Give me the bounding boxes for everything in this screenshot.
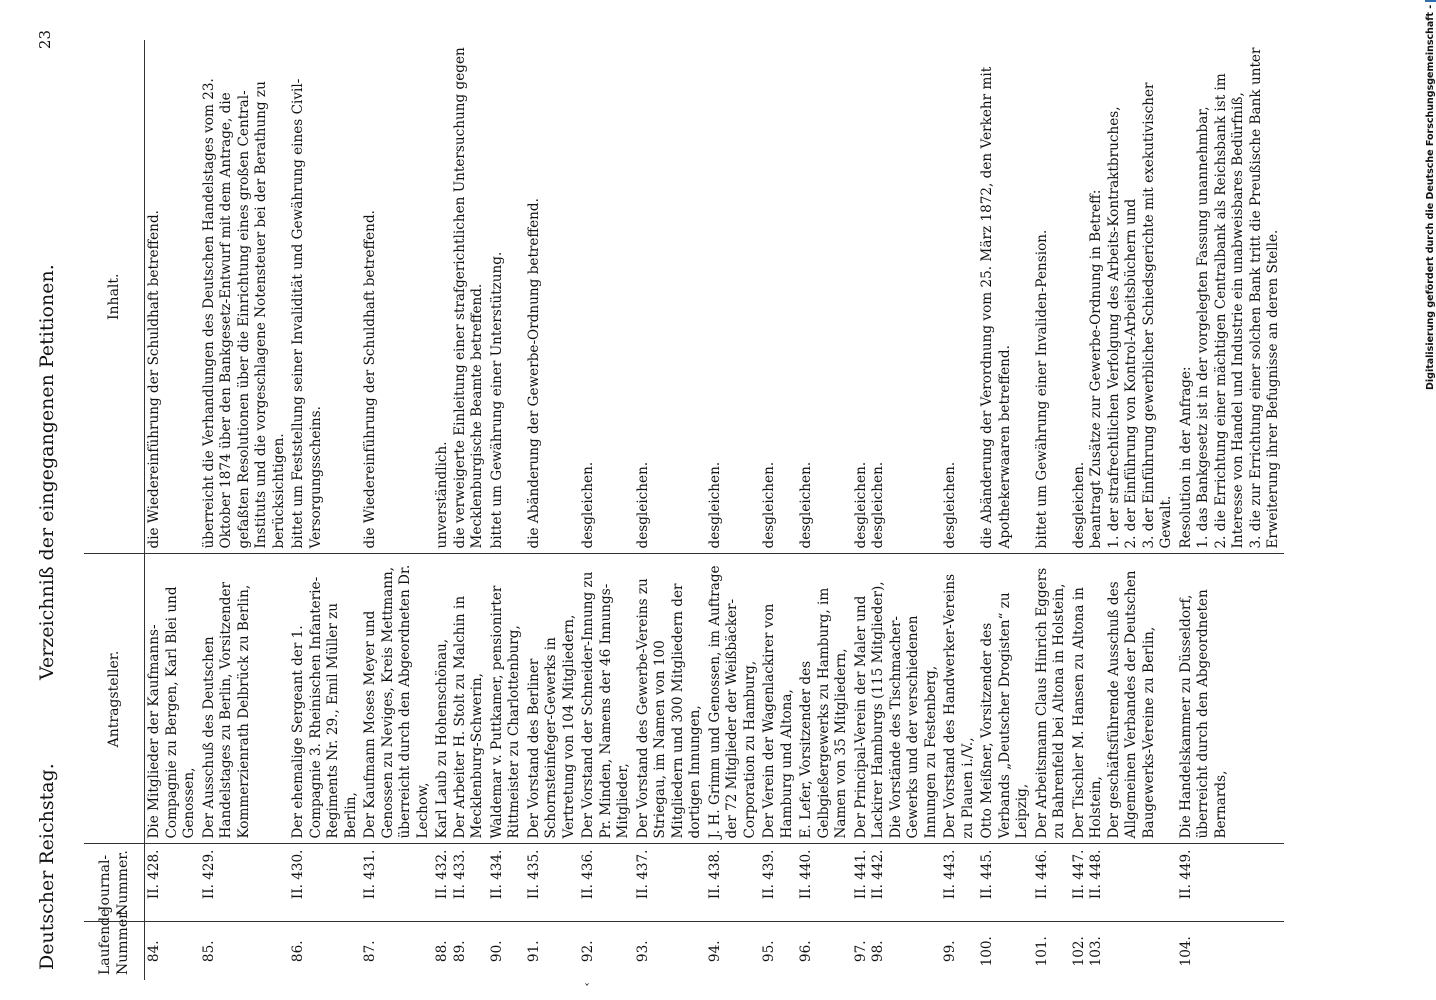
table-row xyxy=(1070,40,1177,980)
row-journal-nummer: II. 440. xyxy=(797,844,852,922)
table-row xyxy=(941,40,978,980)
table-row xyxy=(1177,40,1284,980)
row-journal-nummer: II. 438. xyxy=(706,844,761,922)
table-row xyxy=(634,40,706,980)
header-left: Deutscher Reichstag. xyxy=(36,763,58,970)
row-antragsteller: E. Lefer, Vorsitzender des Gelbgießergewerks zu Hamburg, im Namen von 35 Mitgliedern, xyxy=(797,554,852,844)
row-journal-nummer: II. 443. xyxy=(941,844,978,922)
row-laufende-nummer: 93. xyxy=(634,940,651,963)
header-title: Verzeichniß der eingegangenen Petitionen. xyxy=(36,264,58,680)
row-journal-nummer: II. 447. II. 448. xyxy=(1070,844,1177,922)
table-row xyxy=(525,40,580,980)
row-inhalt: die Abänderung der Verordnung vom 25. März 1872, den Verkehr mit Apothekerwaaren betreffend. xyxy=(978,40,1033,554)
digitization-footer xyxy=(1425,0,1436,390)
row-antragsteller: Der Tischler M. Hansen zu Altona in Holstein, Der geschäftsführende Ausschuß des Allgemeinen Verbandes der Deutschen Baugewerks-Vereine zu Berlin, xyxy=(1070,554,1177,844)
row-inhalt: bittet um Gewährung einer Invaliden-Pension. xyxy=(1033,40,1070,554)
table-body xyxy=(145,40,1284,980)
footer-text: Digitalisierung gefördert durch die Deutsche Forschungsgemeinschaft - xyxy=(1425,4,1436,390)
col-header-inhalt: Inhalt. xyxy=(84,40,145,554)
table-row xyxy=(289,40,361,980)
row-antragsteller: Der Arbeitsmann Claus Hinrich Eggers zu Bahrenfeld bei Altona in Holstein, xyxy=(1033,554,1070,844)
row-journal-nummer: II. 435. xyxy=(525,844,580,922)
row-laufende-nummer: 84. xyxy=(146,940,162,963)
row-journal-nummer: II. 432. II. 433. xyxy=(433,844,488,922)
table-row xyxy=(797,40,852,980)
row-inhalt: Resolution in der Anfrage: 1. das Bankgesetz ist in der vorgelegten Fassung unannehmbar, 2. die Errichtung einer mächtigen Centralbank als Reichsbank ist im Interesse von Handel und Industrie ein unabweisbares Bedürfniß, 3. die zur Errichtung einer solchen Bank tritt die Preußische Bank unter Erweiterung ihrer Befugnisse an deren Stelle. xyxy=(1177,40,1284,554)
row-inhalt: überreicht die Verhandlungen des Deutschen Handelstages vom 23. Oktober 1874 über den Bankgesetz-Entwurf mit dem Antrage, die gefaßten Resolutionen über die Einrichtung eines großen Central-Instituts und die vorgeschlagene Notensteuer bei der Berathung zu berücksichtigen. xyxy=(200,40,290,554)
row-inhalt: desgleichen. desgleichen. xyxy=(852,40,942,554)
row-laufende-nummer: 87. xyxy=(362,940,378,963)
page-number: 23 xyxy=(36,30,54,50)
table-row xyxy=(760,40,797,980)
table-row xyxy=(579,40,634,980)
row-inhalt: desgleichen. xyxy=(797,40,852,554)
row-journal-nummer: II. 430. xyxy=(289,844,361,922)
stray-mark: ˇ xyxy=(584,982,590,996)
col-header-antragsteller: Antragsteller. xyxy=(84,554,145,844)
row-laufende-nummer: 91. xyxy=(525,940,542,963)
row-inhalt: die Wiedereinführung der Schuldhaft betreffend. xyxy=(145,40,200,554)
row-journal-nummer: II. 439. xyxy=(760,844,797,922)
row-journal-nummer: II. 446. xyxy=(1033,844,1070,922)
row-laufende-nummer: 94. xyxy=(706,940,723,963)
row-journal-nummer: II. 429. xyxy=(200,844,290,922)
row-antragsteller: Der Kaufmann Moses Meyer und Genossen zu Neviges, Kreis Mettmann, überreicht durch den Abgeordneten Dr. Lechow, xyxy=(361,554,433,844)
row-laufende-nummer: 104. xyxy=(1177,936,1194,967)
row-inhalt: desgleichen. xyxy=(941,40,978,554)
dfg-logo xyxy=(1425,0,1436,2)
row-antragsteller: J. H. Grimm und Genossen, im Auftrage der 72 Mitglieder der Weißbäcker-Corporation zu Hamburg, xyxy=(706,554,761,844)
row-laufende-nummer: 100. xyxy=(979,936,995,967)
row-inhalt: bittet um Feststellung seiner Invalidität und Gewährung eines Civil-Versorgungsscheins. xyxy=(289,40,361,554)
row-laufende-nummer: 102. 103. xyxy=(1070,936,1104,967)
row-antragsteller: Waldemar v. Puttkamer, pensionirter Rittmeister zu Charlottenburg, xyxy=(488,554,525,844)
row-laufende-nummer: 99. xyxy=(942,940,958,963)
row-inhalt: desgleichen. xyxy=(634,40,706,554)
row-laufende-nummer: 97. 98. xyxy=(852,940,886,963)
row-laufende-nummer: 85. xyxy=(200,940,217,963)
row-antragsteller: Otto Meißner, Vorsitzender des Verbands „Deutscher Drogisten“ zu Leipzig, xyxy=(978,554,1033,844)
table-row xyxy=(145,40,200,980)
table-row xyxy=(361,40,433,980)
row-laufende-nummer: 88. 89. xyxy=(434,940,468,963)
col-header-laufende: Laufende Nummer. xyxy=(84,922,145,980)
row-inhalt: die Wiedereinführung der Schuldhaft betreffend. xyxy=(361,40,433,554)
row-antragsteller: Der Principal-Verein der Maler und Lackirer Hamburgs (115 Mitglieder), Die Vorstände des Tischmacher-Gewerks und der verschiedenen Innungen zu Festenberg, xyxy=(852,554,942,844)
row-inhalt: bittet um Gewährung einer Unterstützung. xyxy=(488,40,525,554)
row-inhalt: desgleichen. beantragt Zusätze zur Gewerbe-Ordnung in Betreff: 1. der strafrechtlichen Verfolgung des Arbeits-Kontraktbruches, 2. der Einführung von Kontrol-Arbeitsbüchern und 3. der Einführung gewerblicher Schiedsgerichte mit exekutivischer Gewalt. xyxy=(1070,40,1177,554)
row-inhalt: unverständlich. die verweigerte Einleitung einer strafgerichtlichen Untersuchung gegen Mecklenburgische Beamte betreffend. xyxy=(433,40,488,554)
row-laufende-nummer: 101. xyxy=(1033,936,1050,967)
row-antragsteller: Der Vorstand des Handwerker-Vereins zu Plauen i./V., xyxy=(941,554,978,844)
row-antragsteller: Der Verein der Wagenlackirer von Hamburg und Altona, xyxy=(760,554,797,844)
row-antragsteller: Der Ausschuß des Deutschen Handelstages zu Berlin, Vorsitzender Kommerzienrath Delbrück zu Berlin, xyxy=(200,554,290,844)
running-header xyxy=(36,20,76,980)
petitions-table xyxy=(84,40,1284,980)
table-row xyxy=(978,40,1033,980)
row-journal-nummer: II. 436. xyxy=(579,844,634,922)
row-antragsteller: Der Vorstand des Berliner Schornsteinfeger-Gewerks in Vertretung von 104 Mitgliedern, xyxy=(525,554,580,844)
row-antragsteller: Die Handelskammer zu Düsseldorf, überreicht durch den Abgeordneten Bernards, xyxy=(1177,554,1284,844)
row-inhalt: desgleichen. xyxy=(706,40,761,554)
row-laufende-nummer: 96. xyxy=(798,940,814,963)
row-journal-nummer: II. 445. xyxy=(978,844,1033,922)
table-row xyxy=(706,40,761,980)
row-inhalt: desgleichen. xyxy=(579,40,634,554)
row-laufende-nummer: 95. xyxy=(761,940,777,963)
row-laufende-nummer: 90. xyxy=(488,940,505,963)
row-journal-nummer: II. 449. xyxy=(1177,844,1284,922)
table-row xyxy=(488,40,525,980)
row-laufende-nummer: 86. xyxy=(290,940,306,963)
row-journal-nummer: II. 434. xyxy=(488,844,525,922)
row-antragsteller: Der ehemalige Sergeant der 1. Compagnie 3. Rheinischen Infanterie-Regiments Nr. 29., Emil Müller zu Berlin, xyxy=(289,554,361,844)
row-inhalt: die Abänderung der Gewerbe-Ordnung betreffend. xyxy=(525,40,580,554)
row-journal-nummer: II. 428. xyxy=(145,844,200,922)
table-row xyxy=(200,40,290,980)
row-inhalt: desgleichen. xyxy=(760,40,797,554)
row-antragsteller: Karl Laub zu Hohenschönau, Der Arbeiter H. Stolt zu Malchin in Mecklenburg-Schwerin, xyxy=(433,554,488,844)
table-row xyxy=(1033,40,1070,980)
table-row xyxy=(852,40,942,980)
row-antragsteller: Der Vorstand der Schneider-Innung zu Pr. Minden, Namens der 46 Innungs-Mitglieder, xyxy=(579,554,634,844)
row-antragsteller: Die Mitglieder der Kaufmanns-Compagnie zu Bergen, Karl Blei und Genossen, xyxy=(145,554,200,844)
table-header-row xyxy=(84,40,145,980)
col-header-journal: Journal-Nummer. xyxy=(84,844,145,922)
table-row xyxy=(433,40,488,980)
row-journal-nummer: II. 437. xyxy=(634,844,706,922)
row-laufende-nummer: 92. xyxy=(580,940,596,963)
row-antragsteller: Der Vorstand des Gewerbe-Vereins zu Striegau, im Namen von 100 Mitgliedern und 300 Mitgliedern der dortigen Innungen, xyxy=(634,554,706,844)
row-journal-nummer: II. 441. II. 442. xyxy=(852,844,942,922)
row-journal-nummer: II. 431. xyxy=(361,844,433,922)
